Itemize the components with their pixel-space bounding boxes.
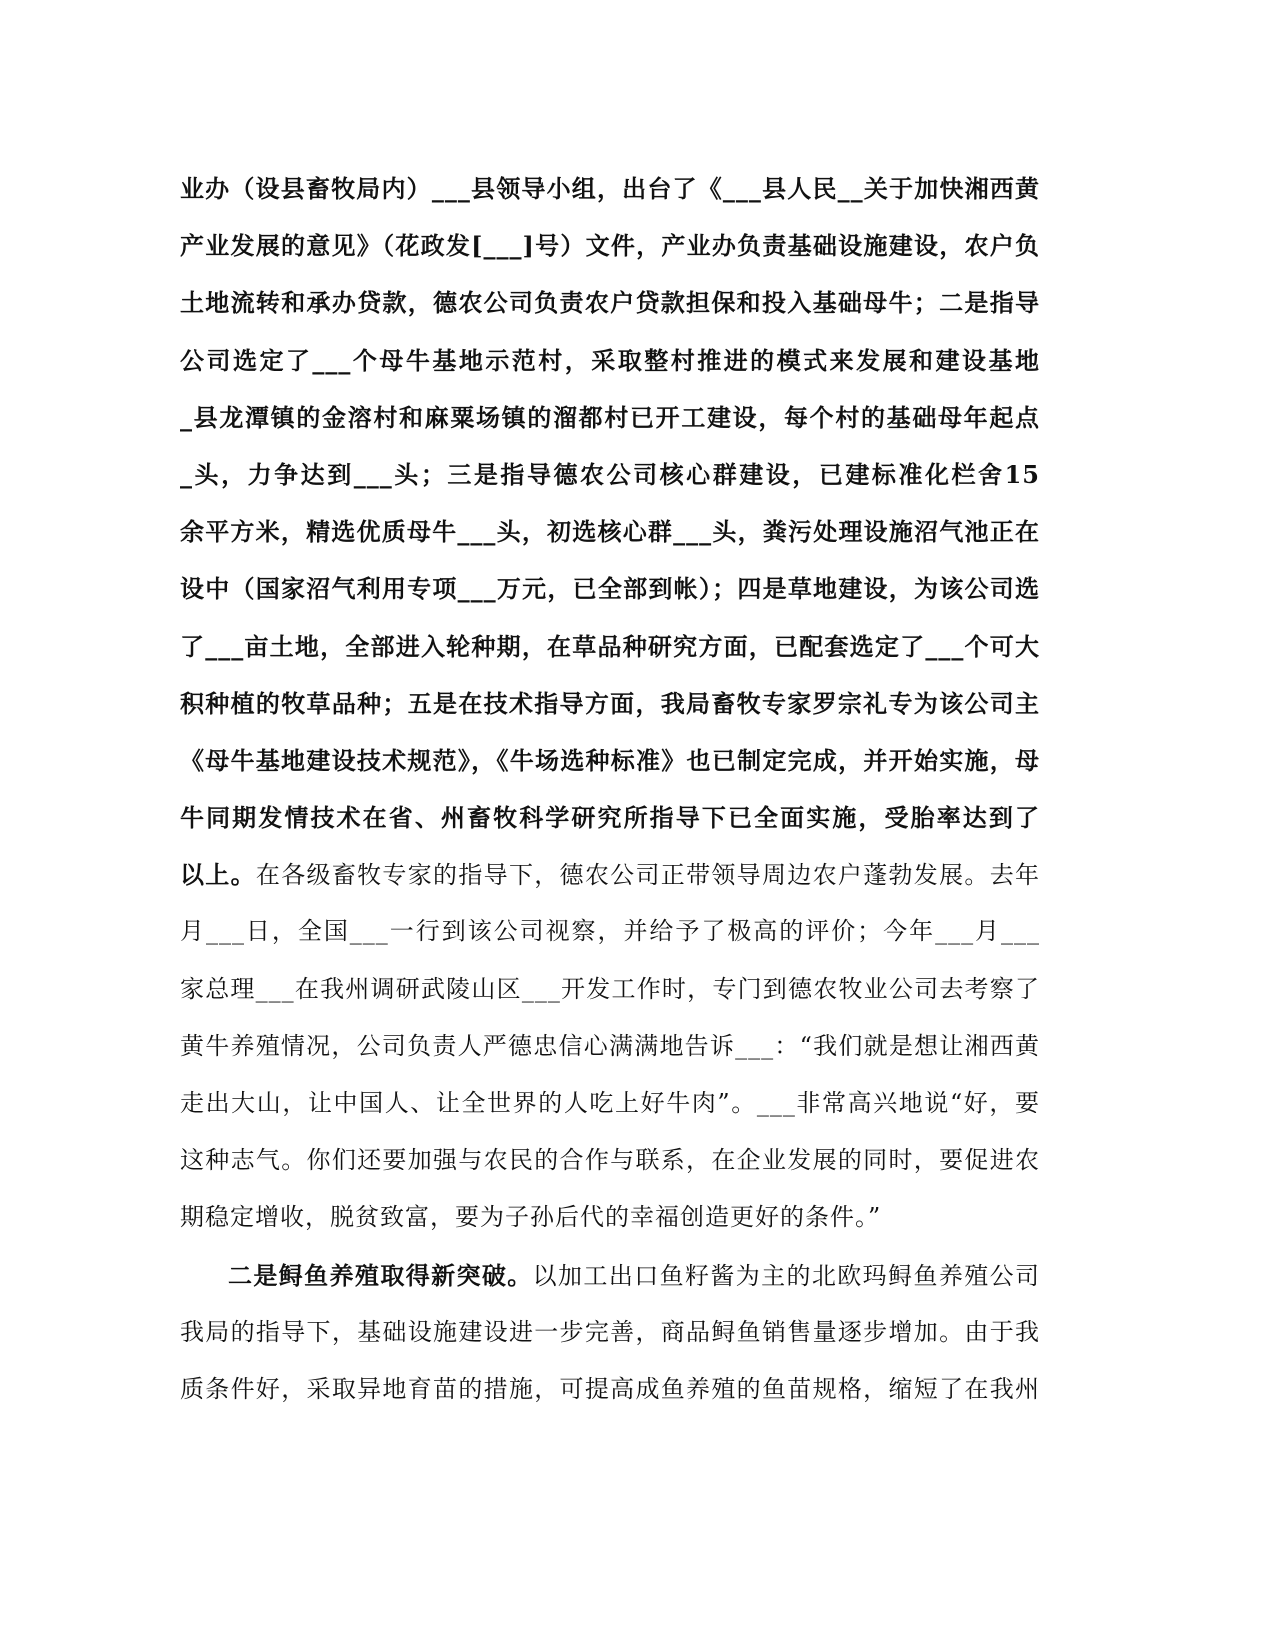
paragraph-line: 黄牛养殖情况，公司负责人严德忠信心满满地告诉___：“我们就是想让湘西黄 (180, 1031, 1040, 1060)
paragraph-line: 土地流转和承办贷款，德农公司负责农户贷款担保和投入基础母牛；二是指导 (180, 288, 1040, 318)
paragraph-line (180, 1247, 1040, 1304)
paragraph-line: 走出大山，让中国人、让全世界的人吃上好牛肉”。___非常高兴地说“好，要 (180, 1089, 1040, 1117)
paragraph-line: 设中（国家沼气利用专项___万元，已全部到帐）；四是草地建设，为该公司选 (180, 574, 1040, 604)
paragraph-line: 家总理___在我州调研武陵山区___开发工作时，专门到德农牧业公司去考察了 (180, 974, 1040, 1003)
paragraph-line: 产业发展的意见》（花政发[___]号）文件，产业办负责基础设施建设，农户负 (180, 231, 1040, 261)
paragraph-line: _头，力争达到___头；三是指导德农公司核心群建设，已建标准化栏舍15 (180, 459, 1040, 489)
paragraph-line: 了___亩土地，全部进入轮种期，在草品种研究方面，已配套选定了___个可大 (180, 631, 1040, 661)
line-text: 在各级畜牧专家的指导下，德农公司正带领导周边农户蓬勃发展。去年 (255, 861, 1040, 890)
paragraph-line: 我局的指导下，基础设施建设进一步完善，商品鲟鱼销售量逐步增加。由于我 (180, 1317, 1040, 1346)
paragraph-line: 牛同期发情技术在省、州畜牧科学研究所指导下已全面实施，受胎率达到了 (180, 803, 1040, 833)
paragraph-line: _县龙潭镇的金溶村和麻粟场镇的溜都村已开工建设，每个村的基础母年起点 (180, 402, 1040, 432)
paragraph-line: 积种植的牧草品种；五是在技术指导方面，我局畜牧专家罗宗礼专为该公司主 (180, 688, 1040, 718)
paragraph-line: 《母牛基地建设技术规范》，《牛场选种标准》也已制定完成，并开始实施，母 (180, 745, 1040, 775)
paragraph-line: 公司选定了___个母牛基地示范村，采取整村推进的模式来发展和建设基地 (180, 345, 1040, 375)
paragraph-line: 余平方米，精选优质母牛___头，初选核心群___头，粪污处理设施沼气池正在 (180, 517, 1040, 547)
paragraph-line: 月___日，全国___一行到该公司视察，并给予了极高的评价；今年___月___ (180, 917, 1040, 946)
line-text: 以加工出口鱼籽酱为主的北欧玛鲟鱼养殖公司 (532, 1261, 1040, 1290)
paragraph-line: 质条件好，采取异地育苗的措施，可提高成鱼养殖的鱼苗规格，缩短了在我州 (180, 1374, 1040, 1403)
bold-lead-text: 以上。 (180, 860, 256, 890)
paragraph-line: 期稳定增收，脱贫致富，要为子孙后代的幸福创造更好的条件。” (180, 1203, 882, 1232)
document-body (180, 160, 1040, 1418)
paragraph-line (180, 846, 1040, 903)
paragraph-line: 这种志气。你们还要加强与农民的合作与联系，在企业发展的同时，要促进农 (180, 1146, 1040, 1175)
paragraph-line: 业办（设县畜牧局内）___县领导小组，出台了《___县人民__关于加快湘西黄 (180, 174, 1040, 203)
section-heading: 二是鲟鱼养殖取得新突破。 (228, 1260, 533, 1290)
